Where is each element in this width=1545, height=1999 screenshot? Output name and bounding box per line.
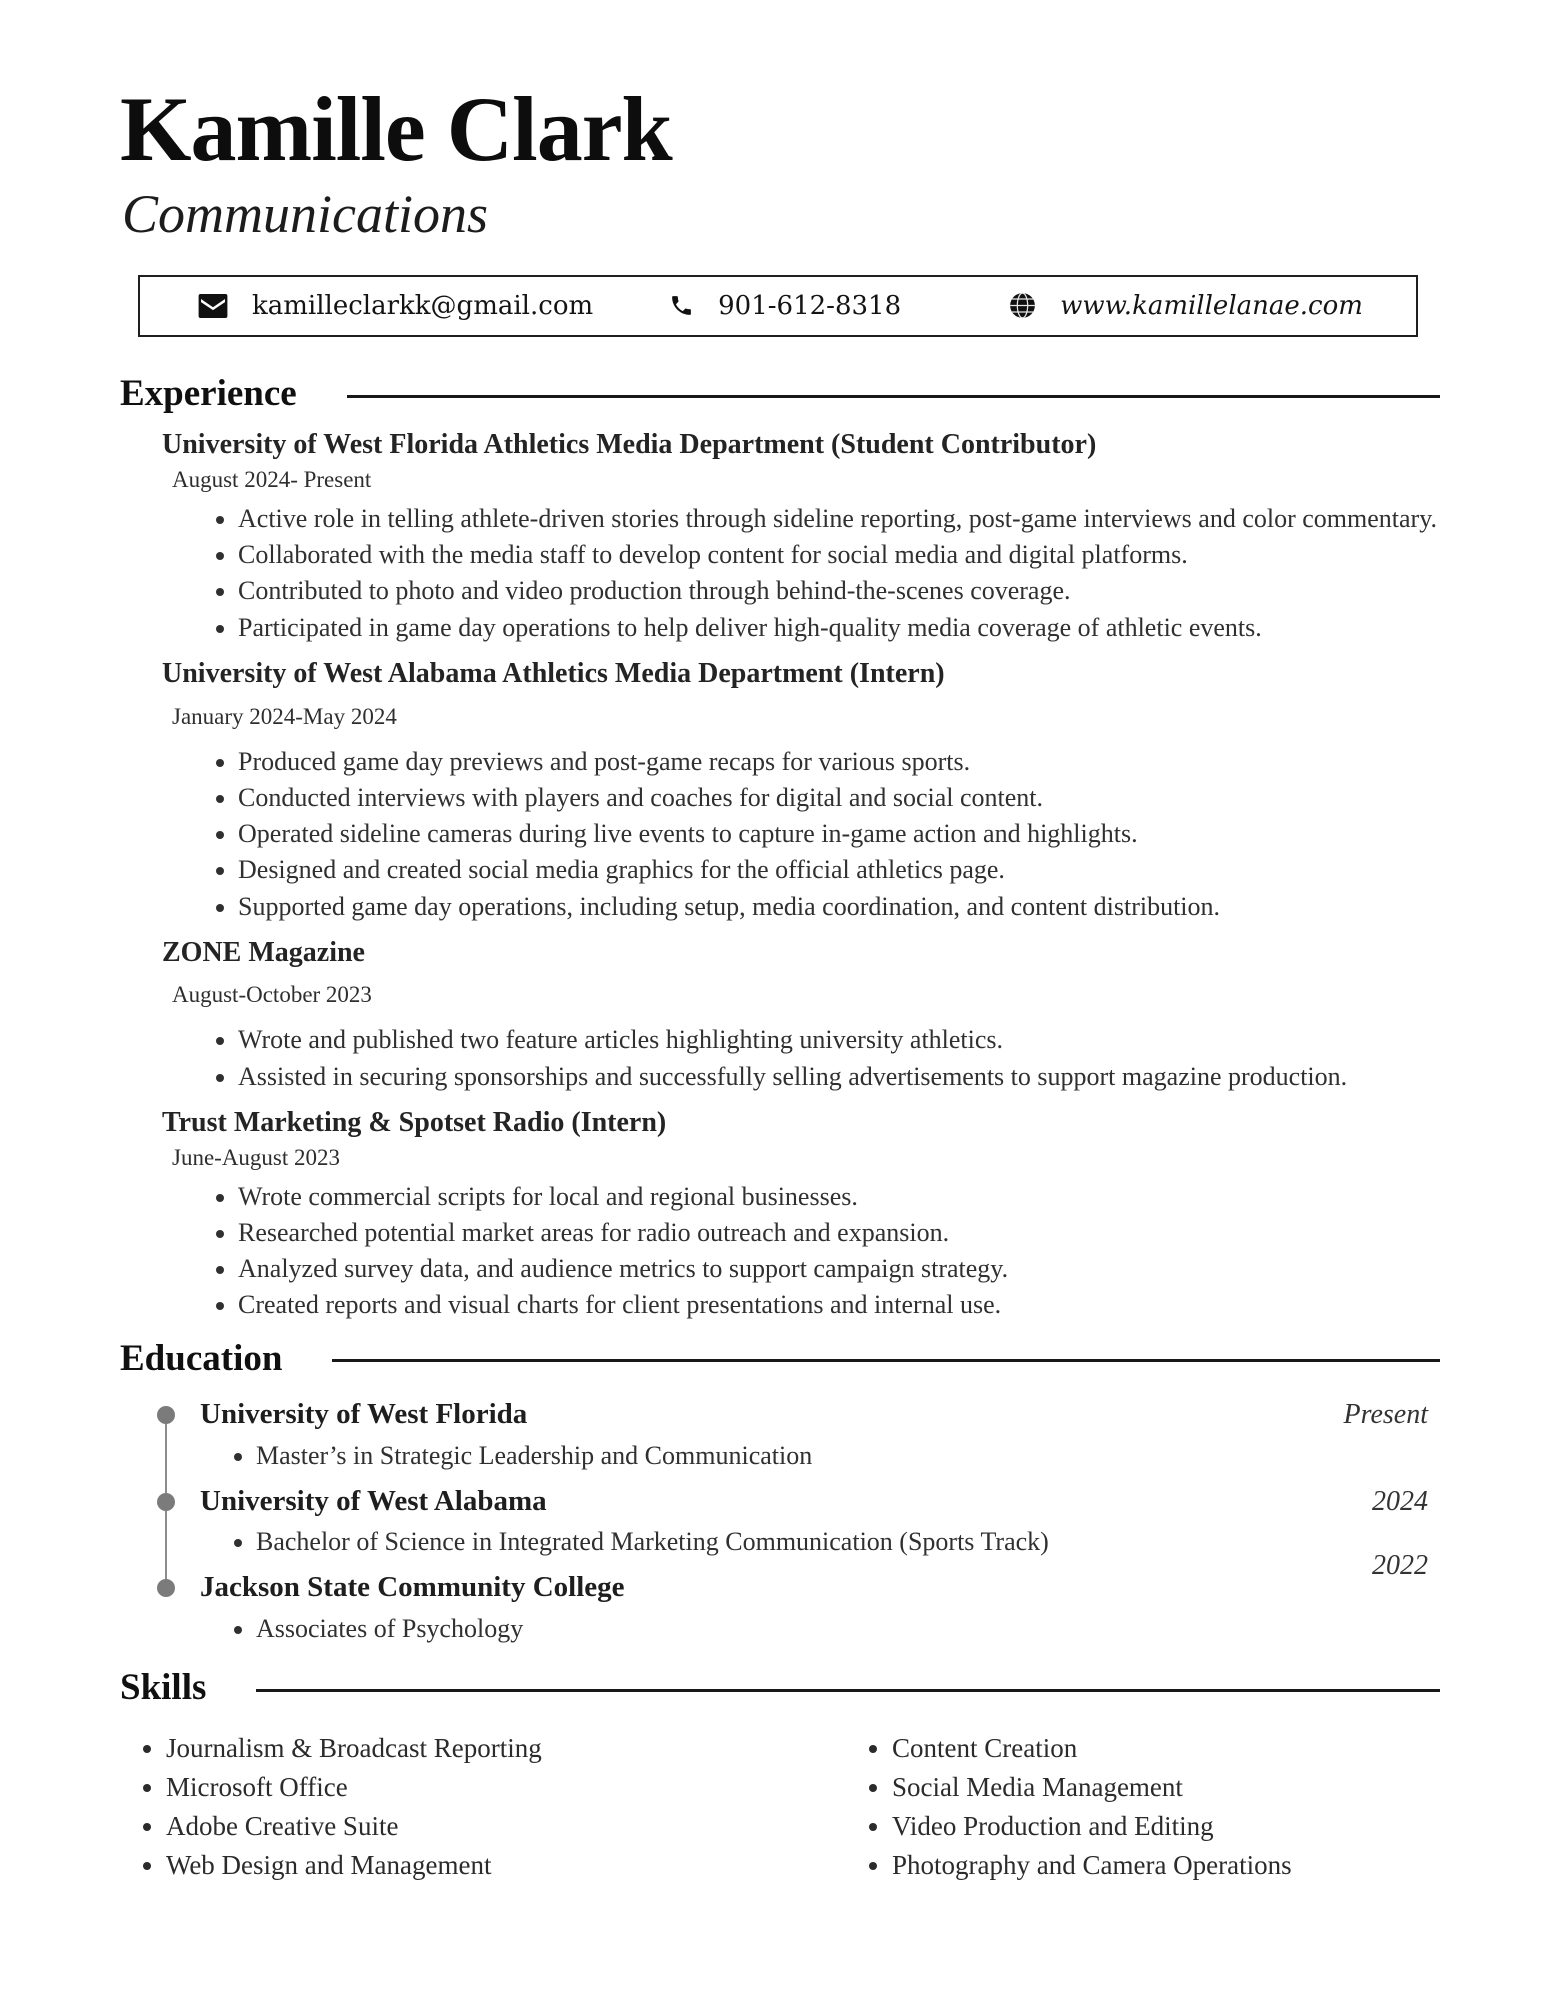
education-entry (120, 1398, 1440, 1472)
phone-icon (669, 293, 694, 318)
bullet-item: • Designed and created social media graphics for the official athletics page. (238, 853, 1440, 886)
experience-entry (162, 936, 1440, 1093)
bullet-item: • Journalism & Broadcast Reporting (166, 1730, 846, 1767)
bullet-item: • Conducted interviews with players and coaches for digital and social content. (238, 781, 1440, 814)
bullet-item: • Analyzed survey data, and audience metrics to support campaign strategy. (238, 1252, 1440, 1285)
education-school: University of West Alabama (200, 1484, 547, 1517)
bullet-item: • Associates of Psychology (256, 1612, 1440, 1645)
skills-list-right (846, 1730, 1440, 1884)
skills-column-right (846, 1730, 1440, 1886)
experience-entry-dates: June-August 2023 (172, 1144, 341, 1170)
education-entry-row (200, 1398, 1440, 1431)
bullet-item: • Operated sideline cameras during live events to capture in-game action and highlights. (238, 817, 1440, 850)
experience-entry-title: University of West Florida Athletics Media Department (Student Contributor) (162, 429, 1097, 461)
experience-section-header (120, 373, 1440, 416)
experience-bullet-list (162, 745, 1440, 923)
experience-entry-title: University of West Alabama Athletics Media Department (Intern) (162, 657, 945, 689)
bullet-item: • Master’s in Strategic Leadership and Communication (256, 1439, 1440, 1472)
bullet-item: • Bachelor of Science in Integrated Marketing Communication (Sports Track) (256, 1525, 1440, 1558)
education-date: 2022 (1372, 1550, 1428, 1582)
bullet-item: • Assisted in securing sponsorships and successfully selling advertisements to support magazine production. (238, 1060, 1440, 1093)
bullet-item: • Social Media Management (892, 1769, 1440, 1806)
skills-list-left (120, 1730, 846, 1884)
education-entry-row (200, 1550, 1440, 1604)
resume-header (120, 80, 1440, 337)
education-section (120, 1338, 1440, 1645)
education-bullet-list (200, 1439, 1440, 1472)
bullet-item: • Collaborated with the media staff to develop content for social media and digital platforms. (238, 538, 1440, 571)
contact-website[interactable] (1009, 291, 1363, 321)
skills-column-left (120, 1730, 846, 1886)
contact-bar (138, 275, 1418, 337)
bullet-item: • Researched potential market areas for radio outreach and expansion. (238, 1216, 1440, 1249)
education-entry-row (200, 1485, 1440, 1518)
experience-heading: Experience (120, 372, 297, 414)
timeline-dot-icon (157, 1406, 175, 1424)
education-section-header (120, 1338, 1440, 1381)
education-bullet-list (200, 1525, 1440, 1558)
education-school: University of West Florida (200, 1398, 528, 1431)
education-timeline (120, 1398, 1440, 1645)
experience-entry (162, 657, 1440, 923)
education-entry (120, 1550, 1440, 1645)
bullet-item: • Wrote and published two feature articles highlighting university athletics. (238, 1023, 1440, 1056)
bullet-item: • Supported game day operations, including setup, media coordination, and content distribution. (238, 890, 1440, 923)
bullet-item: • Content Creation (892, 1730, 1440, 1767)
bullet-item: • Web Design and Management (166, 1847, 846, 1884)
bullet-item: • Active role in telling athlete-driven stories through sideline reporting, post-game interviews and color commentary. (238, 502, 1440, 535)
experience-entry (162, 428, 1440, 644)
contact-website-text: www.kamillelanae.com (1060, 290, 1363, 321)
skills-section-header (120, 1667, 1440, 1710)
bullet-item: • Participated in game day operations to help deliver high-quality media coverage of athletic events. (238, 611, 1440, 644)
contact-email[interactable] (198, 291, 593, 321)
education-school: Jackson State Community College (200, 1571, 625, 1604)
bullet-item: • Wrote commercial scripts for local and regional businesses. (238, 1180, 1440, 1213)
timeline-dot-icon (157, 1579, 175, 1597)
timeline-dot-icon (157, 1493, 175, 1511)
bullet-item: • Created reports and visual charts for client presentations and internal use. (238, 1288, 1440, 1321)
skills-heading: Skills (120, 1667, 207, 1709)
experience-bullet-list (162, 1023, 1440, 1093)
skills-columns (120, 1730, 1440, 1886)
education-bullet-list (200, 1612, 1440, 1645)
experience-entry-dates: August 2024- Present (172, 466, 372, 492)
bullet-item: • Microsoft Office (166, 1769, 846, 1806)
bullet-item: • Contributed to photo and video production through behind-the-scenes coverage. (238, 574, 1440, 607)
experience-entry-title: ZONE Magazine (162, 936, 365, 968)
bullet-item: • Produced game day previews and post-game recaps for various sports. (238, 745, 1440, 778)
globe-icon (1009, 292, 1036, 319)
person-name: Kamille Clark (120, 78, 672, 180)
education-entry (120, 1485, 1440, 1559)
education-date: Present (1343, 1399, 1428, 1431)
bullet-item: • Adobe Creative Suite (166, 1808, 846, 1845)
experience-bullet-list (162, 502, 1440, 644)
bullet-item: • Photography and Camera Operations (892, 1847, 1440, 1884)
experience-entry-dates: August-October 2023 (172, 982, 372, 1008)
education-date: 2024 (1372, 1485, 1428, 1517)
section-rule (332, 1359, 1440, 1362)
envelope-icon (198, 294, 228, 318)
experience-entry-dates: January 2024-May 2024 (172, 703, 397, 729)
experience-section (120, 373, 1440, 1322)
contact-phone[interactable] (669, 291, 901, 321)
contact-phone-text: 901-612-8318 (718, 290, 902, 321)
section-rule (256, 1689, 1440, 1692)
contact-email-text: kamilleclarkk@gmail.com (252, 290, 594, 321)
bullet-item: • Video Production and Editing (892, 1808, 1440, 1845)
skills-section (120, 1667, 1440, 1885)
experience-bullet-list (162, 1180, 1440, 1322)
experience-entry (162, 1106, 1440, 1322)
person-job-title: Communications (122, 184, 489, 245)
section-rule (347, 395, 1440, 398)
education-heading: Education (120, 1337, 283, 1379)
experience-entry-title: Trust Marketing & Spotset Radio (Intern) (162, 1107, 667, 1138)
